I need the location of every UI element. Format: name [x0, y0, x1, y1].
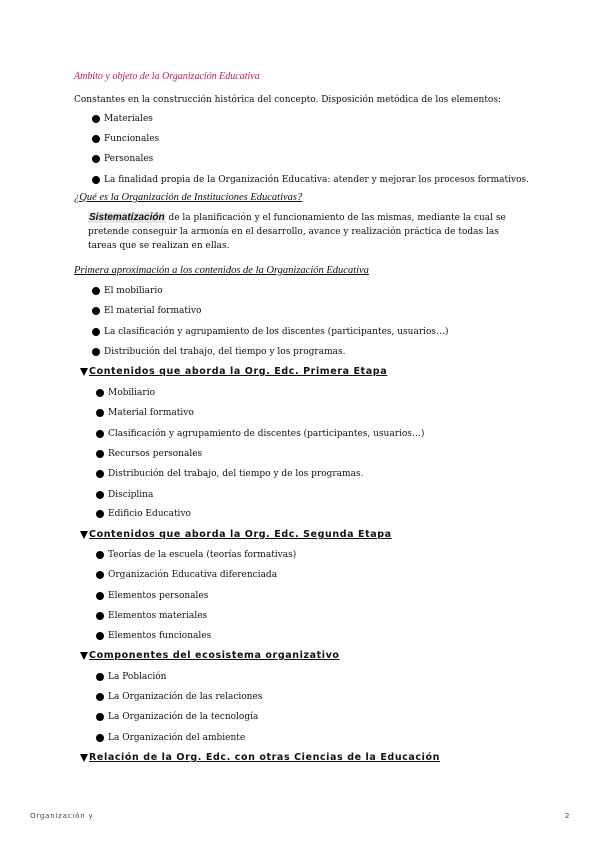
bullet-icon — [92, 287, 100, 295]
primera-aproximacion-heading: Primera aproximación a los contenidos de la Organización Educativa — [74, 265, 369, 276]
list-item: Distribución del trabajo, del tiempo y los programas. — [92, 346, 345, 358]
bullet-icon — [92, 307, 100, 315]
bullet-icon — [96, 592, 104, 600]
footer-left: Organización y — [30, 812, 94, 820]
list-item: La Población — [96, 671, 166, 683]
bullet-icon — [96, 491, 104, 499]
bullet-icon — [96, 612, 104, 620]
bullet-icon — [96, 409, 104, 417]
section-heading-segunda-etapa: Contenidos que aborda la Org. Edc. Segunda Etapa — [80, 529, 392, 541]
list-item: Elementos materiales — [96, 610, 207, 622]
bullet-icon — [96, 713, 104, 721]
list-item: Edificio Educativo — [96, 508, 191, 520]
list-item: Mobiliario — [96, 387, 155, 399]
bullet-icon — [96, 632, 104, 640]
bullet-icon — [92, 115, 100, 123]
list-item: Distribución del trabajo, del tiempo y de los programas. — [96, 468, 363, 480]
list-item: La Organización de la tecnología — [96, 711, 258, 723]
bullet-icon — [96, 470, 104, 478]
triangle-down-icon — [80, 754, 88, 762]
intro-text: Constantes en la construcción histórica del concepto. Disposición metódica de los elementos: — [74, 95, 502, 105]
bullet-icon — [92, 135, 100, 143]
triangle-down-icon — [80, 531, 88, 539]
list-item: La finalidad propia de la Organización Educativa: atender y mejorar los procesos formativos. — [92, 174, 529, 186]
list-item: Disciplina — [96, 489, 153, 501]
bullet-icon — [96, 450, 104, 458]
section-heading-primera-etapa: Contenidos que aborda la Org. Edc. Primera Etapa — [80, 366, 387, 378]
section-heading-relacion: Relación de la Org. Edc. con otras Ciencias de la Educación — [80, 752, 440, 764]
bullet-icon — [92, 176, 100, 184]
list-item: Clasificación y agrupamiento de discentes (participantes, usuarios…) — [96, 428, 424, 440]
list-item: El material formativo — [92, 305, 201, 317]
section-heading-componentes: Componentes del ecosistema organizativo — [80, 650, 340, 662]
bullet-icon — [92, 155, 100, 163]
list-item: Funcionales — [92, 133, 159, 145]
list-item: La clasificación y agrupamiento de los discentes (participantes, usuarios…) — [92, 326, 449, 338]
list-item: Organización Educativa diferenciada — [96, 569, 277, 581]
triangle-down-icon — [80, 652, 88, 660]
question-heading: ¿Qué es la Organización de Instituciones Educativas? — [74, 192, 303, 203]
bullet-icon — [96, 551, 104, 559]
bullet-icon — [96, 510, 104, 518]
list-item: Materiales — [92, 113, 153, 125]
bullet-icon — [96, 389, 104, 397]
definition-text: de la planificación y el funcionamiento de las mismas, mediante la cual se pretende conseguir la armonía en el desarrollo, avance y realización práctica de todas las tareas que se realizan en ellas. — [88, 213, 506, 251]
bullet-icon — [92, 348, 100, 356]
list-item: Elementos funcionales — [96, 630, 211, 642]
list-item: Recursos personales — [96, 448, 202, 460]
page-number: 2 — [565, 812, 571, 820]
definition-paragraph — [88, 211, 528, 253]
bullet-icon — [96, 673, 104, 681]
list-item: Teorías de la escuela (teorías formativas) — [96, 549, 296, 561]
list-item: El mobiliario — [92, 285, 163, 297]
bullet-icon — [96, 693, 104, 701]
bullet-icon — [96, 430, 104, 438]
bullet-icon — [96, 734, 104, 742]
heading-ambito: Ambito y objeto de la Organización Educativa — [74, 71, 260, 82]
bullet-icon — [92, 328, 100, 336]
list-item: La Organización del ambiente — [96, 732, 245, 744]
list-item: Material formativo — [96, 407, 194, 419]
list-item: Personales — [92, 153, 153, 165]
bullet-icon — [96, 571, 104, 579]
triangle-down-icon — [80, 368, 88, 376]
list-item: La Organización de las relaciones — [96, 691, 262, 703]
list-item: Elementos personales — [96, 590, 208, 602]
definition-term: Sistematización — [89, 212, 165, 223]
